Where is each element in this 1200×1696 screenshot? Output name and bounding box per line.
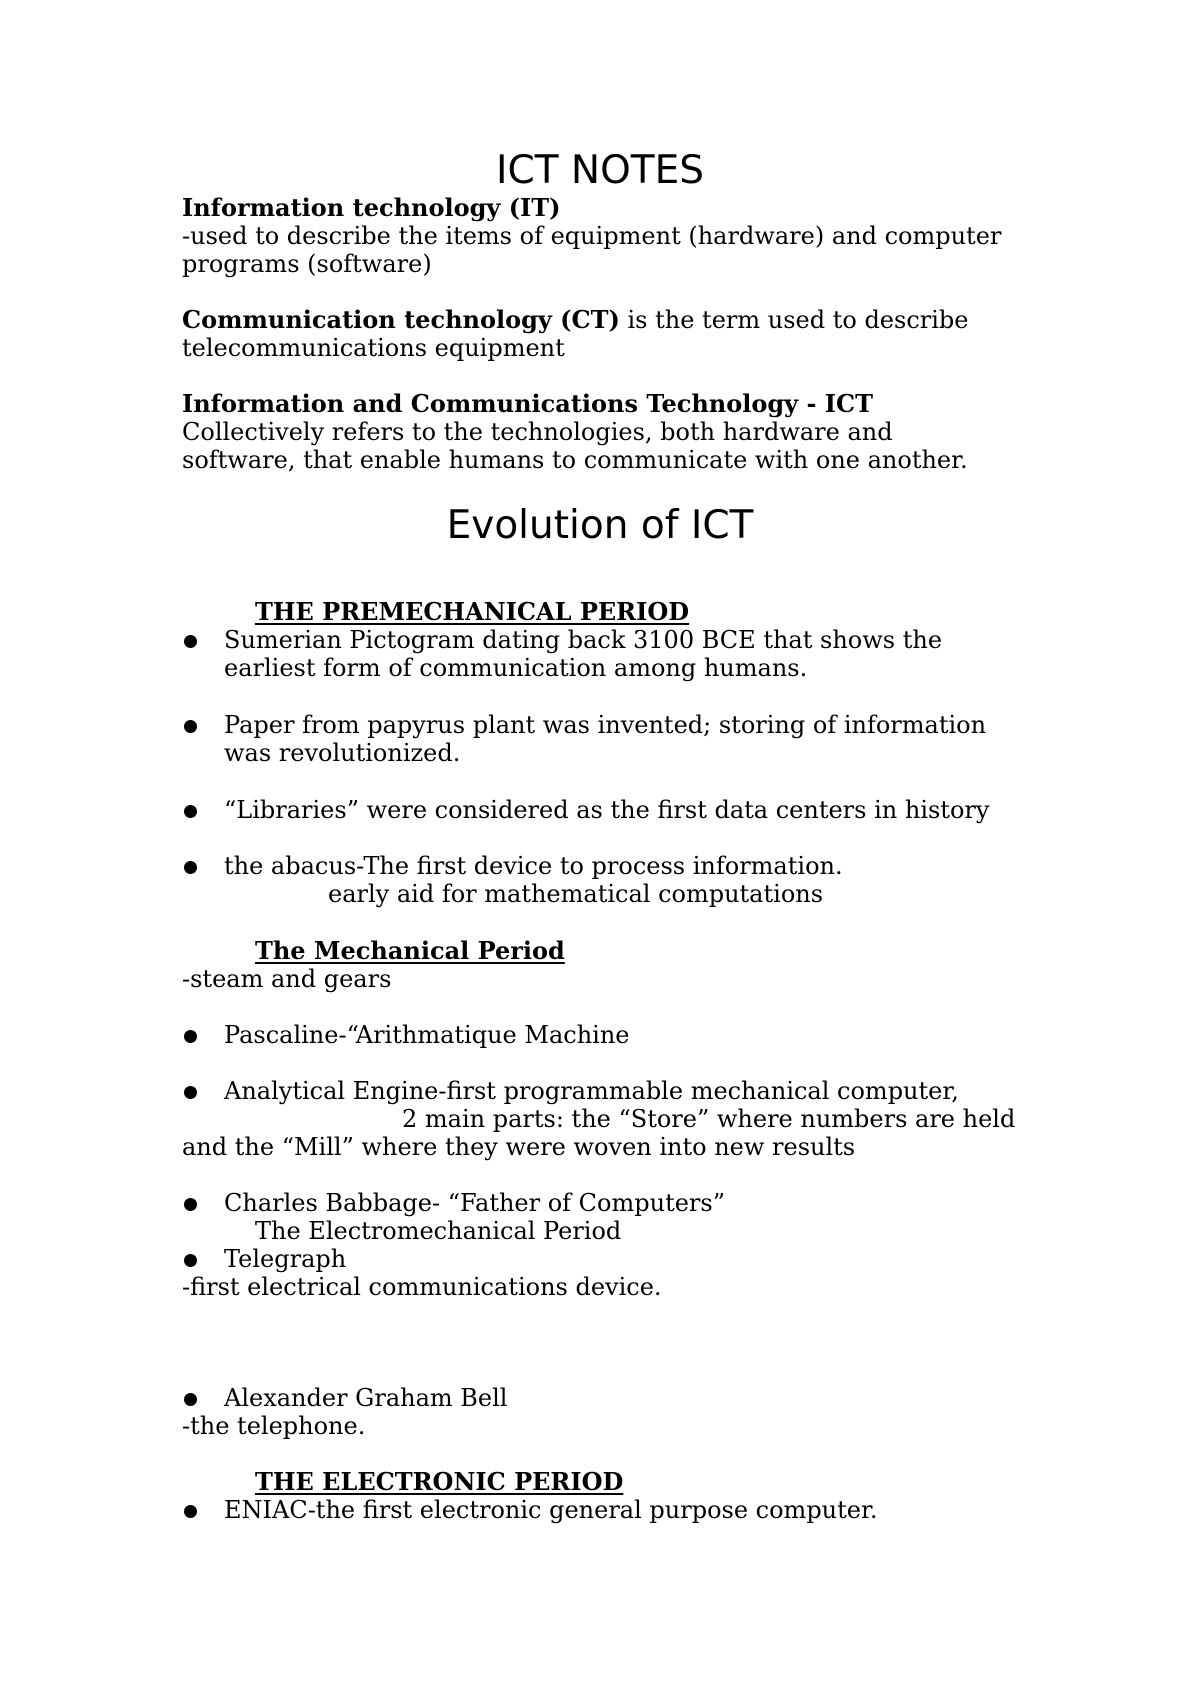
list-item-note: -the telephone. [182,1412,366,1440]
list-item: Telegraph [224,1245,347,1273]
ict-heading: Information and Communications Technology - ICT [182,389,873,418]
electronic-heading: THE ELECTRONIC PERIOD [255,1467,624,1496]
bullet-icon [184,1254,197,1267]
ct-definition-rest: is the term used to describe [619,306,969,334]
ict-definition-line-2: software, that enable humans to communicate with one another. [182,446,968,474]
ct-definition-line-1 [182,306,968,334]
list-item-continuation: 2 main parts: the “Store” where numbers are held [402,1105,1016,1133]
evolution-title: Evolution of ICT [446,503,754,548]
list-item: Sumerian Pictogram dating back 3100 BCE that shows the [224,626,943,654]
bullet-icon [184,635,197,648]
bullet-icon [184,1086,197,1099]
bullet-icon [184,1505,197,1518]
list-item: Charles Babbage- “Father of Computers” [224,1189,725,1217]
list-item-continuation: earliest form of communication among humans. [224,654,808,682]
list-item: Paper from papyrus plant was invented; storing of information [224,711,987,739]
bullet-icon [184,1030,197,1043]
ct-heading: Communication technology (CT) [182,305,620,334]
list-item-continuation: early aid for mathematical computations [328,880,824,908]
list-item: “Libraries” were considered as the first data centers in history [224,796,990,824]
premechanical-heading: THE PREMECHANICAL PERIOD [255,597,690,626]
it-definition-line-1: -used to describe the items of equipment (hardware) and computer [182,222,1002,250]
bullet-icon [184,1198,197,1211]
list-item-note: -first electrical communications device. [182,1273,662,1301]
bullet-icon [184,1393,197,1406]
it-heading: Information technology (IT) [182,193,561,222]
ct-definition-line-2: telecommunications equipment [182,334,565,362]
list-item-continuation: and the “Mill” where they were woven into new results [182,1133,856,1161]
list-item: ENIAC-the first electronic general purpose computer. [224,1496,878,1524]
ict-definition-line-1: Collectively refers to the technologies, both hardware and [182,418,893,446]
list-item-continuation: was revolutionized. [224,739,461,767]
list-item: Alexander Graham Bell [224,1384,508,1412]
it-definition-line-2: programs (software) [182,250,432,278]
list-item: Pascaline-“Arithmatique Machine [224,1021,630,1049]
bullet-icon [184,861,197,874]
list-item: Analytical Engine-first programmable mechanical computer, [224,1077,959,1105]
bullet-icon [184,805,197,818]
document-title: ICT NOTES [495,148,705,193]
list-item: the abacus-The first device to process information. [224,852,843,880]
mechanical-heading: The Mechanical Period [255,936,565,965]
bullet-icon [184,720,197,733]
electromechanical-heading: The Electromechanical Period [255,1217,622,1245]
mechanical-subtitle: -steam and gears [182,965,392,993]
